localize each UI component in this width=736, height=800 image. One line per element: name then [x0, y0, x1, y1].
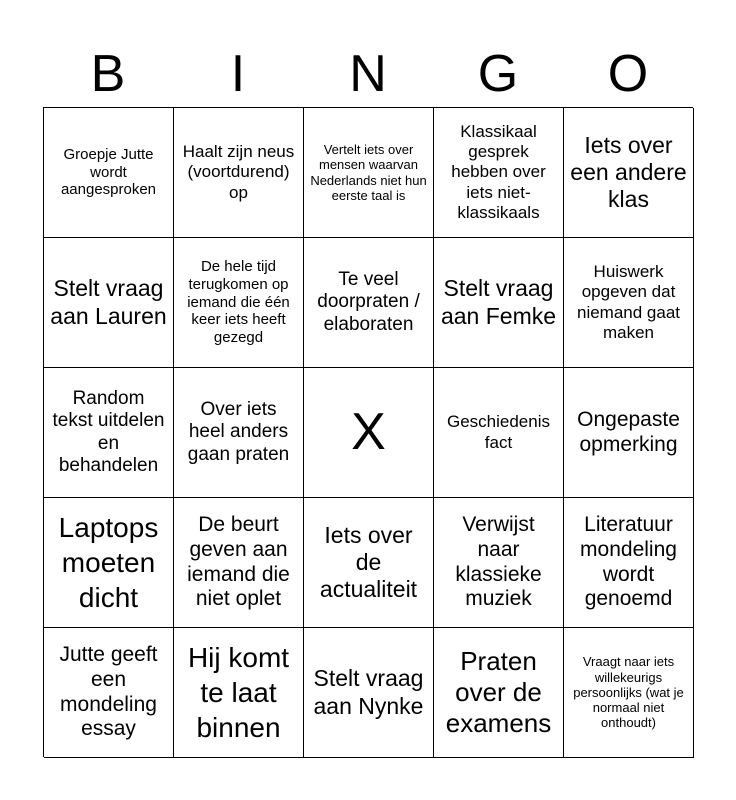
bingo-cell[interactable]: Jutte geeft een mondeling essay [44, 628, 174, 758]
bingo-cell[interactable]: De hele tijd terugkomen op iemand die één keer iets heeft gezegd [174, 238, 304, 368]
bingo-cell[interactable]: Vraagt naar iets willekeurigs persoonlijks (wat je normaal niet onthoudt) [564, 628, 694, 758]
header-letter-o: O [607, 45, 649, 103]
bingo-header [43, 40, 693, 108]
bingo-cell[interactable]: Stelt vraag aan Nynke [304, 628, 434, 758]
bingo-cell[interactable]: Vertelt iets over mensen waarvan Nederlands niet hun eerste taal is [304, 108, 434, 238]
bingo-cell[interactable]: Verwijst naar klassieke muziek [434, 498, 564, 628]
bingo-cell[interactable]: Hij komt te laat binnen [174, 628, 304, 758]
bingo-cell[interactable]: Ongepaste opmerking [564, 368, 694, 498]
bingo-cell[interactable]: Literatuur mondeling wordt genoemd [564, 498, 694, 628]
bingo-cell[interactable]: Random tekst uitdelen en behandelen [44, 368, 174, 498]
bingo-cell[interactable]: Stelt vraag aan Femke [434, 238, 564, 368]
bingo-cell[interactable]: Te veel doorpraten / elaboraten [304, 238, 434, 368]
bingo-cell[interactable]: Groepje Jutte wordt aangesproken [44, 108, 174, 238]
bingo-cell[interactable]: Stelt vraag aan Lauren [44, 238, 174, 368]
header-letter-b: B [90, 45, 126, 103]
bingo-cell[interactable]: De beurt geven aan iemand die niet oplet [174, 498, 304, 628]
bingo-cell[interactable]: Over iets heel anders gaan praten [174, 368, 304, 498]
header-letter-g: G [477, 45, 519, 103]
bingo-cell[interactable]: Iets over de actualiteit [304, 498, 434, 628]
bingo-cell[interactable]: Geschiedenis fact [434, 368, 564, 498]
bingo-grid [43, 107, 693, 757]
bingo-cell[interactable]: Haalt zijn neus (voortdurend) op [174, 108, 304, 238]
bingo-cell[interactable]: Iets over een andere klas [564, 108, 694, 238]
bingo-cell[interactable]: Huiswerk opgeven dat niemand gaat maken [564, 238, 694, 368]
bingo-cell[interactable]: Klassikaal gesprek hebben over iets niet-klassikaals [434, 108, 564, 238]
header-letter-i: I [230, 45, 246, 103]
bingo-cell[interactable]: Laptops moeten dicht [44, 498, 174, 628]
bingo-cell[interactable]: Praten over de examens [434, 628, 564, 758]
header-letter-n: N [349, 45, 387, 103]
free-space[interactable]: X [304, 368, 434, 498]
